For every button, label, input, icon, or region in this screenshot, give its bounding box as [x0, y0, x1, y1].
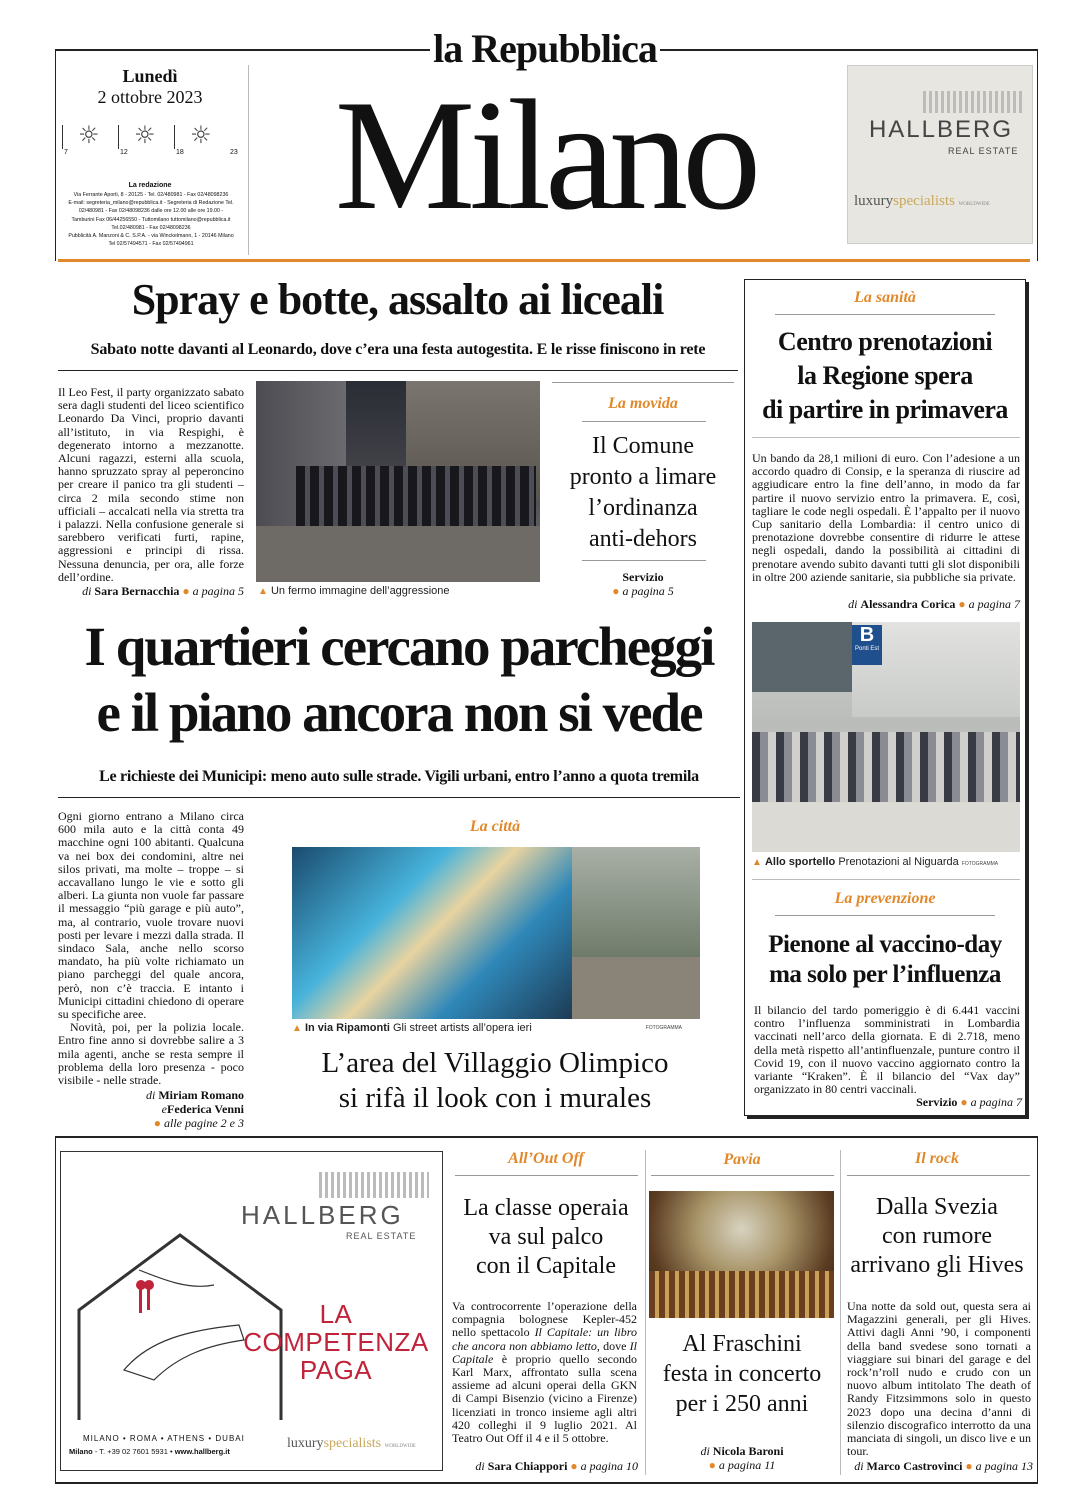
sanita-photo: B Ponti Est [752, 622, 1020, 852]
skyline-icon [319, 1172, 429, 1198]
lead-photo-caption: ▲ Un fermo immagine dell’aggressione [258, 585, 450, 597]
hallberg-ad-top[interactable] [847, 65, 1033, 244]
triangle-icon: ▲ [258, 586, 268, 597]
weather-slot [62, 121, 118, 161]
sanita-headline[interactable]: Centro prenotazioni la Regione spera di partire in primavera [762, 327, 1008, 424]
pavia-photo [649, 1191, 834, 1318]
pavia-kicker: Pavia [723, 1151, 761, 1168]
rock-kicker: Il rock [915, 1150, 959, 1167]
lead-subhead: Sabato notte davanti al Leonardo, dove c’era una festa autogestita. E le risse finiscono in rete [90, 341, 706, 358]
movida-byline: Servizio ● a pagina 5 [612, 570, 674, 598]
prevenzione-kicker: La prevenzione [834, 890, 936, 907]
date-day: Lunedì [122, 66, 178, 86]
parcheggi-subhead: Le richieste dei Municipi: meno auto sulle strade. Vigili urbani, entro l’anno a quota tremila [99, 768, 699, 785]
ad-tagline: luxuryspecialists WORLDWIDE [854, 193, 990, 209]
weather-value: 12 [120, 149, 128, 156]
weather-value: 23 [230, 149, 238, 156]
pavia-headline[interactable]: Al Fraschini festa in concerto per i 250 anni [662, 1331, 822, 1417]
rock-byline: di Marco Castrovinci ● a pagina 13 [854, 1459, 1033, 1473]
rock-body: Una notte da sold out, questa sera ai Magazzini generali, per gli Hives. Attivi dagli Anni ’90, i componenti della band svedese sono tornati a viaggiare sui binari del garage e del rock’n’roll nudo e crudo con un nuovo album intitolato The death of Randy Fitzsimmons solo in questo 2023 dopo una decina d’anni di silenzio discografico interrotto da una manciata di singoli, un disco live e un tour. [847, 1299, 1031, 1459]
triangle-icon: ▲ [292, 1023, 302, 1034]
citta-headline[interactable]: L’area del Villaggio Olimpico si rifà il look con i murales [321, 1047, 669, 1114]
ad-cities: MILANO • ROMA • ATHENS • DUBAI [83, 1434, 245, 1443]
city-title: Milano [334, 68, 756, 243]
outoff-headline[interactable]: La classe operaia va sul palco con il Capitale [463, 1195, 629, 1279]
lead-headline[interactable]: Spray e botte, assalto ai liceali [131, 275, 664, 324]
lead-body: Il Leo Fest, il party organizzato sabato sera dagli studenti del liceo scientifico Leonardo Da Vinci, proprio davanti all’istituto, in via Respighi, è degenerato intorno a mezzanotte. Alcuni ragazzi, esterni alla scuola, hanno spruzzato spray al peperoncino per creare il panico tra gli studenti – circa 2 mila secondo stime non ufficiali – accalcati nella via stretta tra i palazzi. Nella confusione generale si sarebbero verificati furti, rapine, aggressioni e principi di rissa. Nessuna denuncia, per ora, alle forze dell’ordine. [58, 385, 244, 584]
lead-photo [256, 381, 540, 582]
ad-slogan: LA COMPETENZA PAGA [243, 1299, 429, 1385]
ad-contact: Milano - T. +39 02 7601 5931 • www.hallberg.it [69, 1447, 230, 1456]
parcheggi-headline[interactable]: I quartieri cercano parcheggi e il piano ancora non si vede [84, 616, 714, 743]
pavia-byline: di Nicola Baroni ● a pagina 11 [700, 1444, 784, 1472]
outoff-body: Va controcorrente l’operazione della compagnia bolognese Kepler-452 nello spettacolo Il Capitale: un libro che ancora non abbiamo letto, dove Il Capitale è proprio quello secondo Karl Marx, affrontato sulla scena assieme ad alcuni operai della GKN di Campi Bisenzio (vicino a Firenze) licenziati in tronco insieme agli altri 420 colleghi il 9 luglio 2021. Al Teatro Out Off il 4 e il 5 ottobre. [452, 1299, 637, 1446]
sun-icon: ☼ [78, 121, 100, 149]
parcheggi-byline: di Miriam Romano eFederica Venni ● alle pagine 2 e 3 [146, 1088, 244, 1130]
ad-brand: HALLBERG [241, 1200, 404, 1230]
date: 2 ottobre 2023 [97, 87, 203, 107]
movida-kicker: La movida [608, 395, 678, 412]
parcheggi-body: Ogni giorno entrano a Milano circa 600 mila auto e la città conta 49 macchine ogni 100 abitanti. Qualcuna va nei box dei condomini, altre nei silos privati, ma molte – troppe – si accavallano lungo le vie e sotto gli alberi. La giunta non vuole far passare il messaggio “più garage e più auto”, ma, al contrario, vuole trovare nuovi posti per levare i mezzi dalla strada. Il sindaco Sala, anche nello scorso mandato, ha più volte richiamato un piano parcheggi del quale ancora, però, non c’è traccia. E intanto i Municipi cittadini chiedono di operare su specifiche aree. Novità, poi, per la polizia locale. Entro fine anno si dovrebbe salire a 3 mila agenti, anche se resta sempre il problema della loro presenza - poco visibile - nelle strade. [58, 809, 244, 1088]
outoff-byline: di Sara Chiappori ● a pagina 10 [475, 1459, 638, 1473]
skyline-icon [923, 91, 1023, 113]
sun-icon: ☼ [190, 121, 212, 149]
sanita-kicker: La sanità [854, 289, 916, 306]
sun-icon: ☼ [134, 121, 156, 149]
brand-logo: la Repubblica [433, 26, 657, 71]
redazione-title: La redazione [128, 182, 172, 189]
citta-photo-caption: ▲ In via Ripamonti Gli street artists all’opera ieri FOTOGRAMMA [292, 1022, 682, 1034]
prevenzione-headline[interactable]: Pienone al vaccino-day ma solo per l’influenza [768, 931, 1002, 988]
movida-headline[interactable]: Il Comune pronto a limare l’ordinanza anti-dehors [569, 433, 717, 552]
triangle-icon: ▲ [752, 857, 762, 868]
citta-photo [292, 847, 700, 1019]
ad-brand: HALLBERG [868, 116, 1014, 143]
sanita-body: Un bando da 28,1 milioni di euro. Con l’adesione a un accordo quadro di Consip, e la speranza di riuscire ad aggiudicare entro la fine dell’anno, in modo da far partire il nuovo servizio entro la primavera. E, così, tagliare le code negli ospedali. È l’appalto per il nuovo Cup sanitario della Lombardia: il centro unico di prenotazione dovrebbe consentire di ridurre le attese negli ospedali, dando la possibilità ai cittadini di prenotare avendo subito davanti tutti gli slot disponibili in oltre 200 aziende sanitarie, sia pubbliche sia private. [752, 451, 1020, 584]
weather-slot [174, 121, 238, 161]
lead-byline: di Sara Bernacchia ● a pagina 5 [82, 584, 244, 598]
weather-value: 7 [64, 149, 68, 156]
ad-tagline: luxuryspecialists WORLDWIDE [287, 1436, 416, 1451]
weather-slot [118, 121, 174, 161]
ad-sub: REAL ESTATE [346, 1231, 417, 1241]
citta-kicker: La città [469, 818, 521, 835]
weather-value: 18 [176, 149, 184, 156]
redazione-info: Via Ferrante Aporti, 8 - 20125 - Tel. 02/480981 - Fax 02/48098236 E-mail: segreteria_milano@repubblica.it - Segreteria di Redazione Tel. 02/480981 - Fax 02/48098236 dalle ore 12.00 alle ore 19.00 - Tamburini Fax 06/44256550 - Tuttomilano tuttomilano@repubblica.it Tel.02/480981 - Fax 02/48098236 Pubblicità A. Manzoni & C. S.P.A. - via Winckelmann, 1 - 20146 Milano Tel 02/57494571 - Fax 02/57494961 [68, 192, 234, 248]
outoff-kicker: All’Out Off [508, 1150, 584, 1167]
hallberg-ad-bottom[interactable] [60, 1151, 443, 1471]
sanita-byline: di Alessandra Corica ● a pagina 7 [848, 597, 1020, 611]
sanita-photo-caption: ▲ Allo sportello Prenotazioni al Niguarda FOTOGRAMMA [752, 856, 999, 868]
rock-headline[interactable]: Dalla Svezia con rumore arrivano gli Hives [850, 1194, 1024, 1278]
prevenzione-byline: Servizio ● a pagina 7 [916, 1095, 1022, 1109]
ad-sub: REAL ESTATE [948, 146, 1019, 156]
weather-strip [62, 121, 242, 161]
prevenzione-body: Il bilancio del tardo pomeriggio è di 6.441 vaccini contro l’influenza somministrati in Lombardia vaccinati nell’arco della giornata. E di 2.718, meno della metà rispetto all’antinfluenzale, punture contro il Covid 19, con il nuovo vaccino aggiornato contro la variante “Kraken”. È il bilancio del “Vax day” organizzato in 80 centri vaccinali. [754, 1003, 1020, 1097]
